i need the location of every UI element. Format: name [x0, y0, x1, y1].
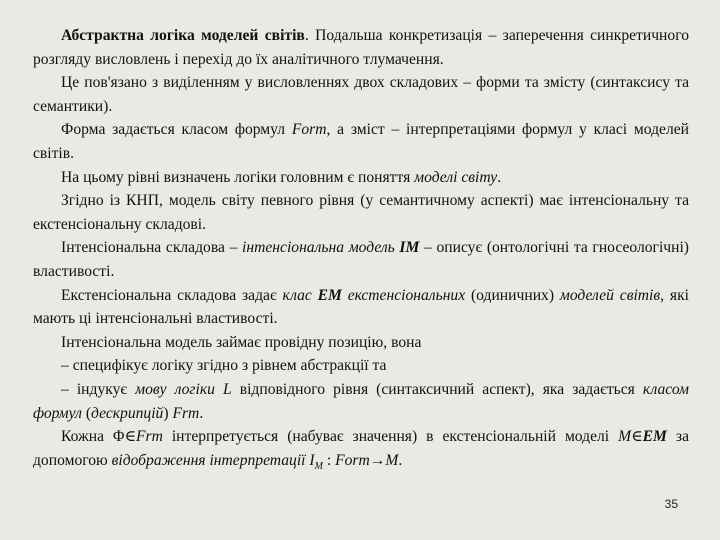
paragraph-3: Форма задається класом формул Form, а зміст – інтерпретаціями формул у класі моделей світів. — [33, 121, 689, 162]
paragraph-5: Згідно із КНП, модель світу певного рівня (у семантичному аспекті) має інтенсіональну та екстенсіональну складові. — [33, 192, 689, 233]
paragraph-4: На цьому рівні визначень логіки головним є поняття моделі світу. — [61, 168, 502, 186]
page-number: 35 — [664, 497, 678, 511]
paragraph-9: – специфікує логіку згідно з рівнем абстракції та — [61, 357, 387, 375]
paragraph-6: Інтенсіональна складова – інтенсіональна модель IM – описує (онтологічні та гносеологічні) властивості. — [33, 239, 689, 280]
paragraph-7: Екстенсіональна складова задає клас EM екстенсіональних (одиничних) моделей світів, які мають ці інтенсіональні властивості. — [33, 286, 689, 328]
symbol-im: IM — [399, 239, 420, 257]
symbol-em: EM — [317, 286, 342, 304]
paragraph-10: – індукує мову логіки L відповідного рівня (синтаксичний аспект), яка задається класом формул (дескрипцій) Frm. — [33, 380, 689, 422]
slide-content — [33, 24, 689, 472]
term-intensional-model: інтенсіональна модель — [242, 239, 400, 257]
paragraph-2: Це пов'язано з виділенням у висловленнях двох складових – форми та змісту (синтаксису та семантики). — [33, 74, 689, 115]
term-formula-class: класом формул — [33, 380, 689, 422]
paragraph-8: Інтенсіональна модель займає провідну позицію, вона — [61, 333, 422, 351]
paragraph-1: Абстрактна логіка моделей світів. Подальша конкретизація – заперечення синкретичного розгляду висловлень і перехід до їх аналітичного тлумачення. — [33, 27, 689, 68]
formula-form: Form — [291, 121, 327, 139]
section-heading: Абстрактна логіка моделей світів — [61, 27, 305, 44]
term-logic-language: мову логіки L — [135, 380, 232, 398]
symbol-m: M — [618, 428, 632, 446]
term-descriptions: дескрипцій — [91, 404, 164, 422]
term-world-model: моделі світу — [414, 168, 498, 186]
term-interpretation-mapping: відображення інтерпретації — [111, 451, 310, 469]
term-world-models: моделей світів — [559, 286, 661, 304]
paragraph-11: Кожна Φ∈Frm інтерпретується (набуває значення) в екстенсіональній моделі M∈EM за допомогою відображення інтерпретації $I_M$ : Form→M. — [33, 428, 689, 472]
symbol-frm: Frm — [172, 404, 200, 422]
